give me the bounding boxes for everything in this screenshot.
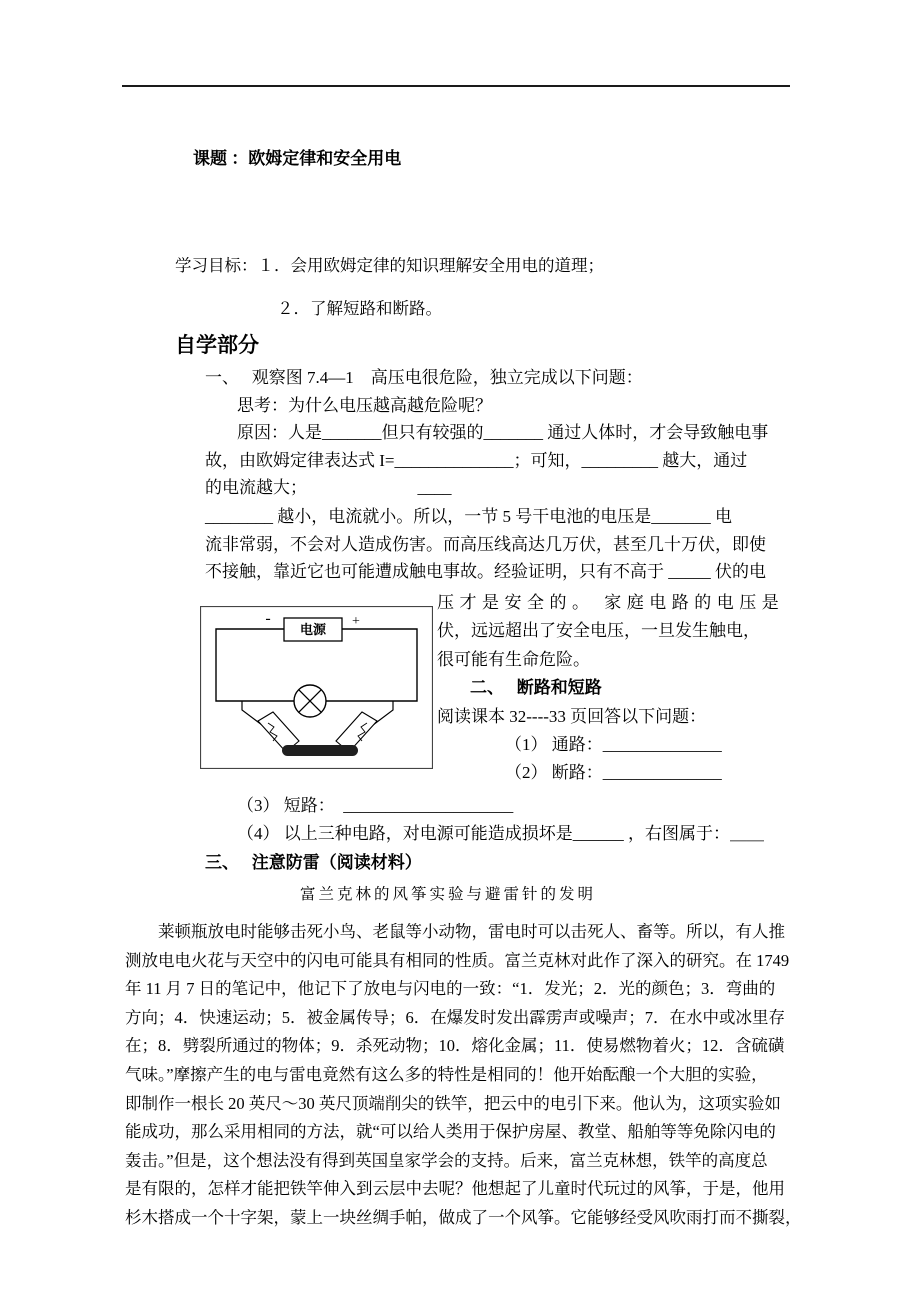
passage-line: 莱顿瓶放电时能够击死小鸟、老鼠等小动物，雷电时可以击死人、畜等。所以，有人推: [158, 922, 785, 941]
course-title: 课题 ：欧姆定律和安全用电: [193, 149, 402, 168]
section-three-heading: 三、 注意防雷（阅读材料）: [205, 853, 422, 872]
right-column: [437, 589, 784, 788]
passage-line: 杉木搭成一个十字架，蒙上一块丝绸手帕，做成了一个风筝。它能够经受风吹雨打而不撕裂，: [125, 1207, 802, 1227]
voltage-line-2: 流非常弱，不会对人造成伤害。而高压线高达几万伏，甚至几十万伏，即使: [205, 534, 766, 554]
q1-open-path-line: （1） 通路：______________: [505, 735, 722, 755]
section-one-heading: 一、 观察图 7.4—1 高压电很危险，独立完成以下问题：: [205, 368, 643, 387]
passage-line: 即制作一根长 20 英尺～30 英尺顶端削尖的铁竿，把云中的电引下来。他认为，这项实验如: [125, 1093, 781, 1113]
section-two-heading: 二、 断路和短路: [470, 678, 602, 698]
think-question-line: 思考：为什么电压越高越危险呢？: [237, 395, 492, 415]
circuit-diagram: [200, 606, 433, 769]
voltage-paragraph: [205, 503, 766, 586]
q3-short-circuit-line: （3） 短路： ____________________: [237, 796, 514, 815]
reading-material-title: 富兰克林的风筝实验与避雷针的发明: [300, 886, 597, 903]
below-figure-block: [237, 792, 764, 848]
q2-broken-circuit-line: （2） 断路：______________: [505, 763, 722, 783]
objective-line-1: 学习目标：１．会用欧姆定律的知识理解安全用电的道理；: [175, 256, 604, 275]
circuit-figure: [200, 606, 433, 774]
self-study-heading: 自学部分: [175, 334, 259, 357]
reason-line-1: 原因：人是_______但只有较强的_______ 通过人体时，才会导致触电事: [237, 423, 769, 443]
voltage-line-1: ________ 越小，电流就小。所以，一节 5 号干电池的电压是_______ 电: [205, 507, 732, 526]
objective-line-2: ２．了解短路和断路。: [277, 299, 442, 318]
passage-line: 在；8．劈裂所通过的物体；9．杀死动物；10．熔化金属；11．使易燃物着火；12．含硫磺: [125, 1036, 785, 1056]
header-rule: [122, 85, 790, 87]
passage-line: 方向；4．快速运动；5．被金属传导；6．在爆发时发出霹雳声或噪声；7．在水中或冰里存: [125, 1007, 785, 1027]
section-one-block: [205, 364, 768, 502]
passage-line: 轰击。”但是，这个想法没有得到英国皇家学会的支持。后来，富兰克林想，铁竿的高度总: [125, 1150, 768, 1170]
reading-passage: [125, 918, 802, 1233]
minus-terminal-label: -: [265, 610, 271, 627]
reason-line-3: 的电流越大； ____: [205, 478, 452, 498]
q4-damage-line: （4） 以上三种电路，对电源可能造成损坏是______ ，右图属于：＿＿: [237, 824, 764, 843]
passage-line: 年 11 月 7 日的笔记中，他记下了放电与闪电的一致：“1．发光；2．光的颜色；3．弯曲的: [125, 979, 776, 999]
passage-line: 气味。”摩擦产生的电与雷电竟然有这么多的特性是相同的！他开始酝酿一个大胆的实验，: [125, 1064, 768, 1084]
read-textbook-line: 阅读课本 32----33 页回答以下问题：: [437, 706, 707, 726]
household-voltage-line: 伏，远远超出了安全电压，一旦发生触电，: [437, 621, 760, 641]
power-source-label: 电源: [299, 622, 327, 637]
conductor-bar: [282, 745, 358, 756]
plus-terminal-label: +: [352, 614, 360, 629]
danger-line: 很可能有生命危险。: [437, 649, 590, 669]
passage-line: 是有限的，怎样才能把铁竿伸入到云层中去呢？他想起了儿童时代玩过的风筝，于是，他用: [125, 1179, 785, 1199]
passage-line: 测放电电火花与天空中的闪电可能具有相同的性质。富兰克林对此作了深入的研究。在 1749: [125, 950, 790, 970]
voltage-line-3: 不接触，靠近它也可能遭成触电事故。经验证明，只有不高于 _____ 伏的电: [205, 562, 766, 582]
safe-voltage-line: 压才是安全的。 家庭电路的电压是: [437, 593, 785, 612]
reason-line-2: 故，由欧姆定律表达式 I=______________；可知，_________ 越大，通过: [205, 450, 748, 470]
passage-line: 能成功，那么采用相同的方法，就“可以给人类用于保护房屋、教堂、船舶等等免除闪电的: [125, 1122, 776, 1142]
wire-left: [216, 629, 294, 701]
